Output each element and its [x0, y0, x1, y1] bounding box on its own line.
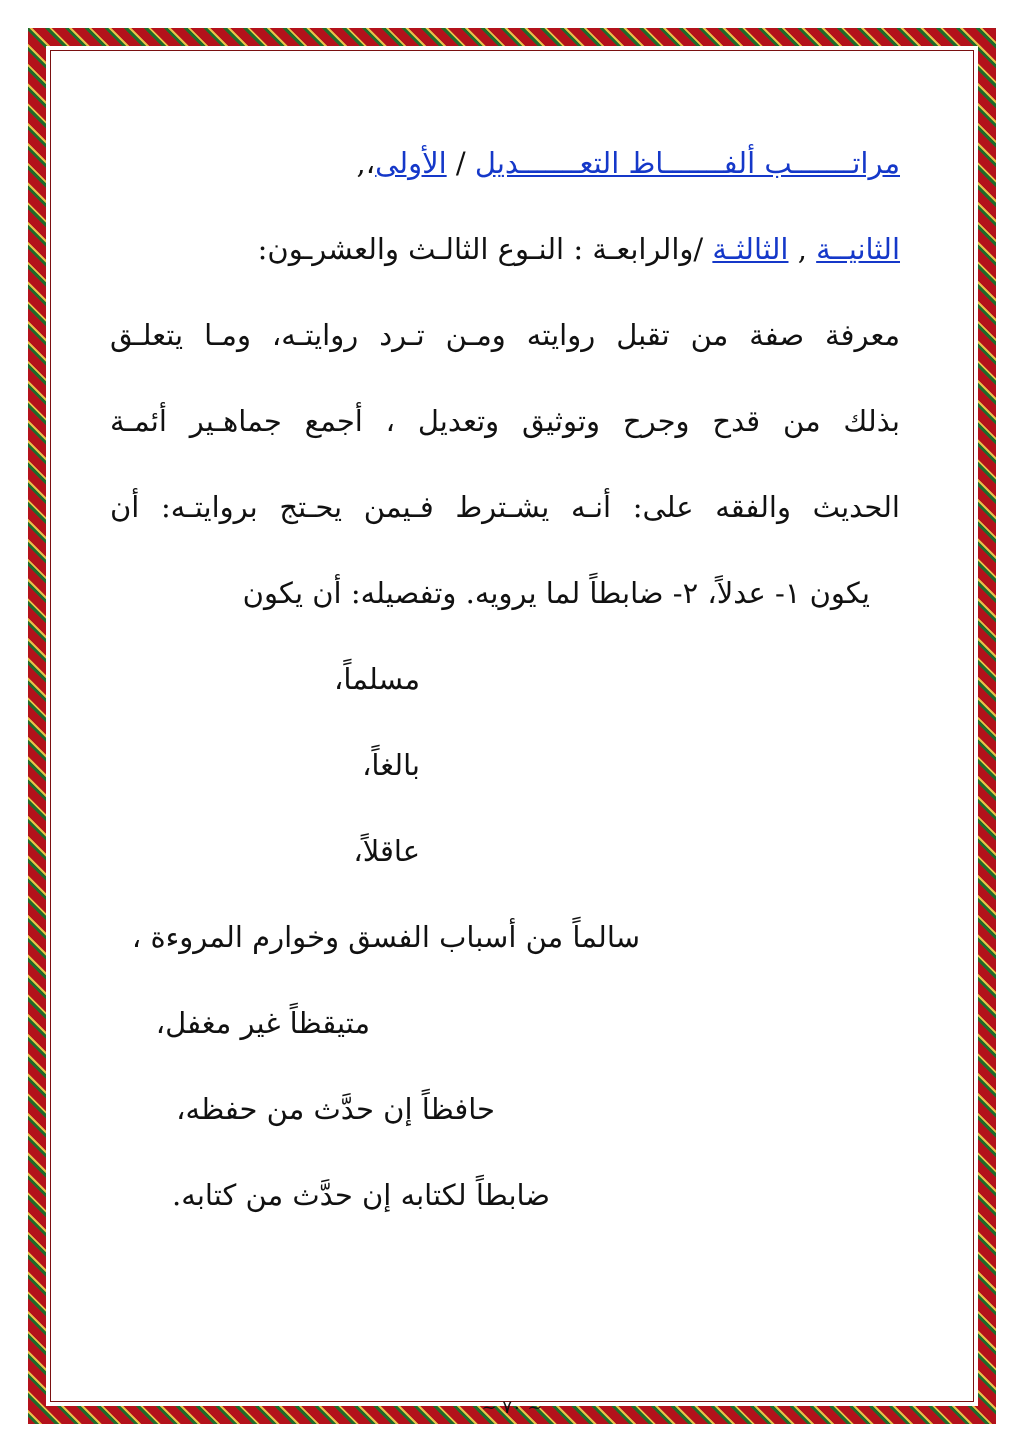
separator: ,	[788, 232, 817, 266]
list-item: ضابطاً لكتابه إن حدَّث من كتابه.	[172, 1178, 550, 1212]
second-heading-line	[110, 206, 900, 292]
link-first[interactable]: الأولى	[375, 146, 447, 180]
list-item: سالماً من أسباب الفسق وخوارم المروءة ،	[131, 920, 640, 954]
link-third[interactable]: الثالثـة	[712, 232, 789, 266]
list-item: مسلماً،	[334, 662, 420, 696]
link-second[interactable]: الثانيــة	[816, 232, 900, 266]
paragraph-line: معرفة صفة من تقبل روايته ومـن تـرد روايتـه، ومـا يتعلـق	[110, 318, 900, 352]
list-item: عاقلاً،	[353, 834, 420, 868]
page-number: ~ ٧٠ ~	[481, 1397, 543, 1418]
list-item: حافظاً إن حدَّث من حفظه،	[176, 1092, 495, 1126]
document-body	[110, 120, 900, 1238]
list-item: بالغاً،	[362, 748, 420, 782]
list-item: متيقظاً غير مغفل،	[155, 1006, 370, 1040]
paragraph-line: يكون ١- عدلاً، ٢- ضابطاً لما يرويه. وتفصيله: أن يكون	[242, 576, 870, 610]
link-levels-of-tadil[interactable]: مراتـــــــب ألفـــــــاظ التعـــــــديل	[474, 146, 900, 180]
heading-tail: ،,	[356, 146, 376, 180]
paragraph-line: بذلك من قدح وجرح وتوثيق وتعديل ، أجمع جماهـير أئمـة	[110, 404, 900, 438]
paragraph-line: الحديث والفقه على: أنـه يشـترط فـيمن يحـتج بروايتـه: أن	[110, 490, 900, 524]
heading-line	[110, 120, 900, 206]
heading-rest: /والرابعـة : النـوع الثالـث والعشرـون:	[257, 232, 713, 266]
conditions-list	[110, 636, 900, 1238]
separator: /	[446, 146, 475, 180]
